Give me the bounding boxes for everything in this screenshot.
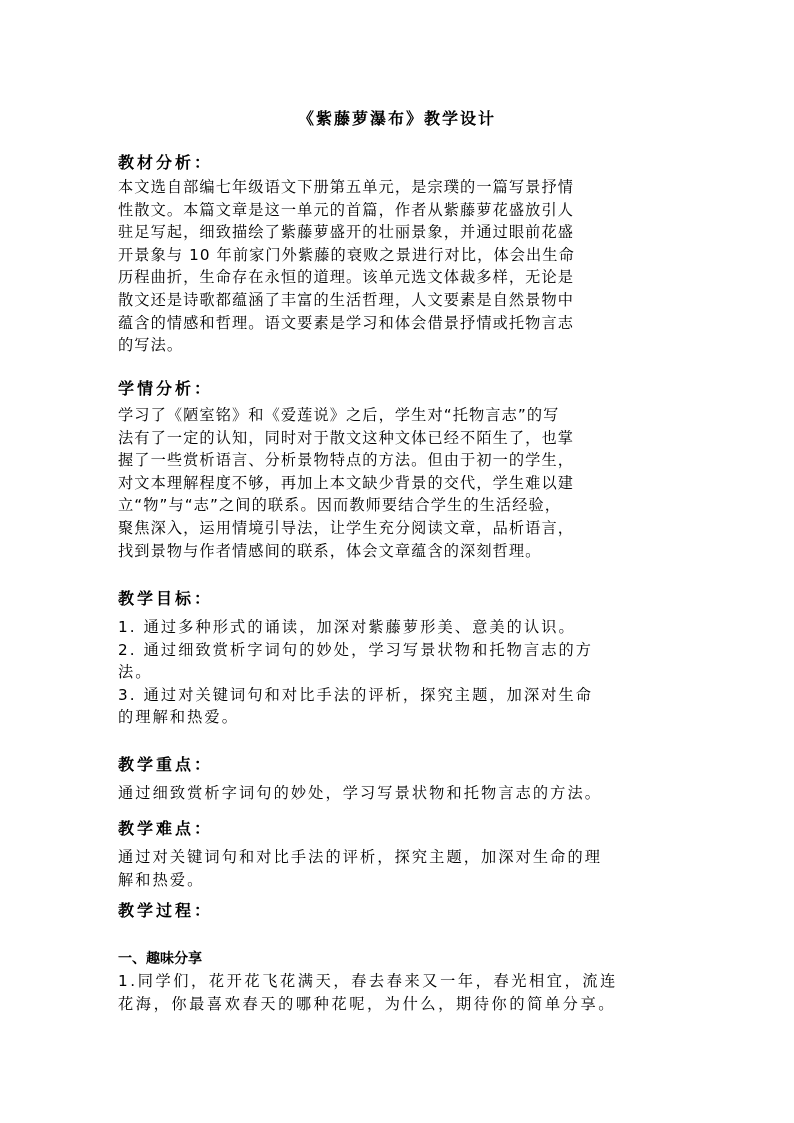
text-line: 1.同学们，花开花飞花满天，春去春来又一年，春光相宜，流连 [118,972,618,990]
text-line: 学习了《陋室铭》和《爱莲说》之后，学生对“托物言志”的写 [118,406,560,424]
student-analysis-paragraph [118,404,688,562]
text-line: 开景象与 10 年前家门外紫藤的衰败之景进行对比，体会出生命 [118,245,575,264]
text-line: 找到景物与作者情感间的联系，体会文章蕴含的深刻哲理。 [118,541,542,560]
text-line: 立“物”与“志”之间的联系。因而教师要结合学生的生活经验， [118,496,562,515]
text-line: 解和热爱。 [118,870,205,889]
student-analysis-heading: 学情分析： [118,379,214,398]
text-line: 本文选自部编七年级语文下册第五单元，是宗璞的一篇写景抒情 [118,178,575,196]
document-title: 《紫藤萝瀑布》教学设计 [297,109,496,128]
process-heading: 教学过程： [118,901,214,920]
text-line: 通过对关键词句和对比手法的评析，探究主题，加深对生命的理 [118,848,603,866]
list-item: 的理解和热爱。 [118,708,240,727]
text-line: 蕴含的情感和哲理。语文要素是学习和体会借景抒情或托物言志 [118,313,575,332]
text-line: 驻足写起，细致描绘了紫藤萝盛开的壮丽景象，并通过眼前花盛 [118,223,575,242]
difficulties-heading: 教学难点： [118,819,214,838]
teaching-goals-list [118,616,688,729]
textbook-analysis-heading: 教材分析： [118,153,214,172]
text-line: 通过细致赏析字词句的妙处，学习写景状物和托物言志的方法。 [118,784,603,802]
process-subheading: 一、趣味分享 [118,951,202,967]
difficulties-paragraph [118,846,688,891]
process-paragraph [118,970,688,1015]
text-line: 花海，你最喜欢春天的哪种花呢，为什么，期待你的简单分享。 [118,994,617,1013]
text-line: 历程曲折，生命存在永恒的道理。该单元选文体裁多样，无论是 [118,268,575,287]
list-item: 法。 [118,663,153,682]
text-line: 的写法。 [118,336,184,355]
list-item: 1. 通过多种形式的诵读，加深对紫藤萝形美、意美的认识。 [118,618,576,636]
text-line: 对文本理解程度不够，再加上本文缺少背景的交代，学生难以建 [118,473,575,492]
list-item: 2. 通过细致赏析字词句的妙处，学习写景状物和托物言志的方 [118,640,594,659]
list-item: 3. 通过对关键词句和对比手法的评析，探究主题，加深对生命 [118,685,594,704]
text-line: 法有了一定的认知，同时对于散文这种文体已经不陌生了，也掌 [118,428,575,447]
text-line: 性散文。本篇文章是这一单元的首篇，作者从紫藤萝花盛放引人 [118,200,575,219]
key-points-heading: 教学重点： [118,755,214,774]
text-line: 散文还是诗歌都蕴涵了丰富的生活哲理，人文要素是自然景物中 [118,290,575,309]
text-line: 握了一些赏析语言、分析景物特点的方法。但由于初一的学生， [118,451,575,470]
teaching-goals-heading: 教学目标： [118,589,214,608]
key-points-paragraph [118,782,688,805]
textbook-analysis-paragraph [118,176,688,357]
text-line: 聚焦深入，运用情境引导法，让学生充分阅读文章，品析语言， [118,518,575,537]
